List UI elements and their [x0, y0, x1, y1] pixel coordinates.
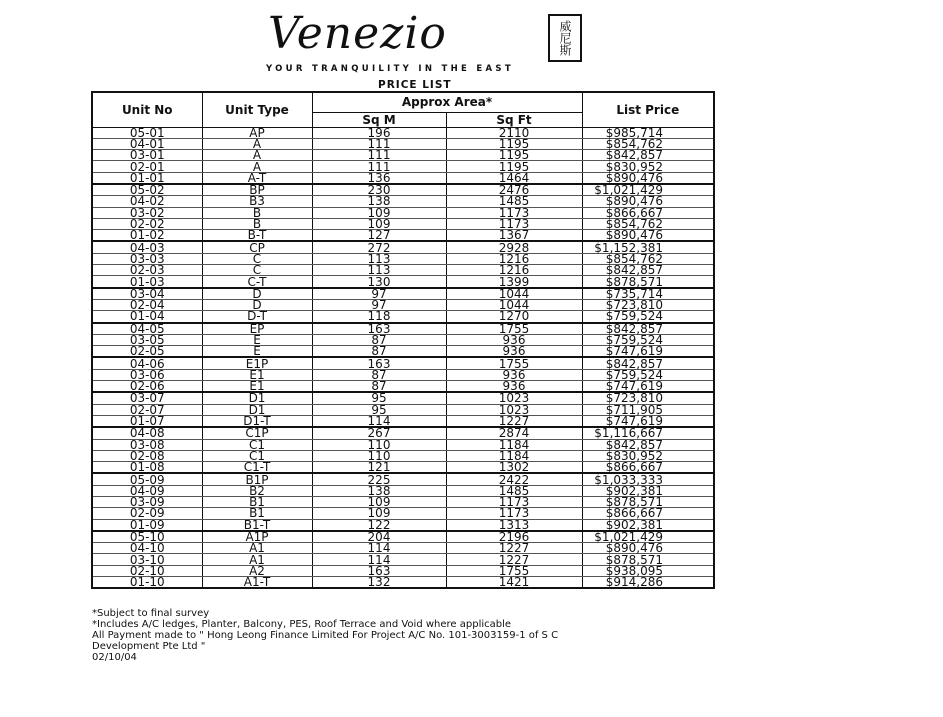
table-row	[92, 346, 714, 358]
cell-sqm: 114	[312, 543, 446, 554]
cell-list-price: $938,095	[582, 565, 714, 576]
cell-unit-type: C1	[202, 439, 312, 450]
cell-sqm: 130	[312, 276, 446, 288]
cell-sqm: 136	[312, 172, 446, 184]
cell-list-price: $1,116,667	[582, 427, 714, 439]
cell-sqft: 1755	[446, 323, 582, 335]
cell-sqft: 1367	[446, 230, 582, 242]
cell-unit-no: 01-01	[92, 172, 202, 184]
cell-list-price: $842,857	[582, 150, 714, 161]
cell-sqm: 97	[312, 288, 446, 300]
cell-unit-no: 03-08	[92, 439, 202, 450]
cell-sqft: 1023	[446, 392, 582, 404]
cell-unit-no: 04-10	[92, 543, 202, 554]
cell-unit-type: BP	[202, 184, 312, 196]
cell-sqft: 1421	[446, 577, 582, 589]
cell-unit-type: D	[202, 299, 312, 310]
cell-sqft: 1184	[446, 450, 582, 461]
cell-unit-no: 05-01	[92, 127, 202, 138]
cell-sqft: 2196	[446, 531, 582, 543]
header-unit-type: Unit Type	[202, 92, 312, 127]
cell-sqm: 163	[312, 565, 446, 576]
cell-sqm: 114	[312, 554, 446, 565]
cell-sqm: 111	[312, 150, 446, 161]
cell-list-price: $1,021,429	[582, 184, 714, 196]
cell-unit-no: 01-07	[92, 415, 202, 427]
cell-unit-type: A	[202, 138, 312, 149]
cell-sqft: 1173	[446, 207, 582, 218]
cell-sqm: 95	[312, 404, 446, 415]
cell-unit-no: 01-10	[92, 577, 202, 589]
cell-sqft: 1216	[446, 265, 582, 276]
cell-list-price: $723,810	[582, 392, 714, 404]
cell-sqm: 138	[312, 485, 446, 496]
cell-sqft: 1195	[446, 161, 582, 172]
cell-sqft: 1173	[446, 218, 582, 229]
cell-sqft: 2476	[446, 184, 582, 196]
cell-unit-no: 02-06	[92, 381, 202, 393]
table-row	[92, 230, 714, 242]
cell-unit-no: 04-02	[92, 196, 202, 207]
cell-unit-type: B1	[202, 508, 312, 519]
cell-sqm: 272	[312, 241, 446, 253]
cell-list-price: $854,762	[582, 138, 714, 149]
cell-unit-no: 03-09	[92, 497, 202, 508]
cell-unit-type: C1P	[202, 427, 312, 439]
cell-unit-type: D1-T	[202, 415, 312, 427]
cell-sqm: 132	[312, 577, 446, 589]
cell-sqm: 113	[312, 253, 446, 264]
cell-unit-type: A1	[202, 543, 312, 554]
cell-list-price: $914,286	[582, 577, 714, 589]
cell-list-price: $854,762	[582, 218, 714, 229]
cell-sqft: 1044	[446, 299, 582, 310]
cell-list-price: $866,667	[582, 508, 714, 519]
cell-unit-no: 04-08	[92, 427, 202, 439]
cell-list-price: $759,524	[582, 311, 714, 323]
cell-list-price: $711,905	[582, 404, 714, 415]
cell-list-price: $747,619	[582, 346, 714, 358]
cell-list-price: $830,952	[582, 161, 714, 172]
price-list-table	[91, 91, 715, 589]
cell-unit-type: B3	[202, 196, 312, 207]
cell-unit-no: 02-01	[92, 161, 202, 172]
cell-unit-no: 01-03	[92, 276, 202, 288]
cell-unit-type: B-T	[202, 230, 312, 242]
cell-list-price: $747,619	[582, 415, 714, 427]
cell-sqft: 1195	[446, 138, 582, 149]
cell-sqft: 1173	[446, 508, 582, 519]
cell-sqft: 1485	[446, 196, 582, 207]
cell-sqft: 936	[446, 381, 582, 393]
footnote-payment: All Payment made to " Hong Leong Finance Limited For Project A/C No. 101-3003159-1 of S C	[92, 630, 559, 641]
cell-unit-type: B2	[202, 485, 312, 496]
cell-unit-no: 05-10	[92, 531, 202, 543]
cell-list-price: $878,571	[582, 554, 714, 565]
cell-unit-no: 02-02	[92, 218, 202, 229]
cell-unit-type: C	[202, 253, 312, 264]
cell-list-price: $890,476	[582, 172, 714, 184]
cell-list-price: $842,857	[582, 439, 714, 450]
cell-sqm: 87	[312, 381, 446, 393]
cell-sqft: 1399	[446, 276, 582, 288]
cell-unit-type: CP	[202, 241, 312, 253]
cell-unit-no: 04-05	[92, 323, 202, 335]
cell-list-price: $1,152,381	[582, 241, 714, 253]
cell-list-price: $1,033,333	[582, 473, 714, 485]
cell-unit-type: B1-T	[202, 519, 312, 531]
cell-sqft: 2928	[446, 241, 582, 253]
cell-unit-type: A-T	[202, 172, 312, 184]
cell-sqm: 87	[312, 334, 446, 345]
cell-sqft: 1464	[446, 172, 582, 184]
cell-unit-type: D	[202, 288, 312, 300]
footnote-payment-cont: Development Pte Ltd "	[92, 641, 206, 652]
cell-sqm: 204	[312, 531, 446, 543]
cell-unit-type: B1	[202, 497, 312, 508]
cell-sqft: 1227	[446, 543, 582, 554]
cell-list-price: $866,667	[582, 207, 714, 218]
cell-unit-no: 03-10	[92, 554, 202, 565]
cell-list-price: $1,021,429	[582, 531, 714, 543]
cell-sqft: 1173	[446, 497, 582, 508]
cell-list-price: $759,524	[582, 369, 714, 380]
cell-sqft: 2422	[446, 473, 582, 485]
cell-sqft: 1227	[446, 415, 582, 427]
cell-list-price: $890,476	[582, 230, 714, 242]
cell-unit-type: B	[202, 207, 312, 218]
cell-unit-no: 01-04	[92, 311, 202, 323]
cell-sqm: 225	[312, 473, 446, 485]
cell-unit-type: A2	[202, 565, 312, 576]
cell-sqm: 109	[312, 497, 446, 508]
cell-unit-no: 02-05	[92, 346, 202, 358]
cell-unit-type: A1P	[202, 531, 312, 543]
cell-list-price: $866,667	[582, 462, 714, 474]
table-row	[92, 462, 714, 474]
cell-sqm: 118	[312, 311, 446, 323]
cell-unit-type: A	[202, 161, 312, 172]
cell-unit-type: E	[202, 334, 312, 345]
cell-sqm: 110	[312, 439, 446, 450]
cell-sqm: 267	[312, 427, 446, 439]
cell-unit-type: A	[202, 150, 312, 161]
header-approx-area: Approx Area*	[312, 92, 582, 112]
cell-unit-no: 02-10	[92, 565, 202, 576]
cell-unit-no: 02-09	[92, 508, 202, 519]
footnotes	[92, 608, 558, 663]
cell-sqm: 109	[312, 508, 446, 519]
price-table-body	[92, 127, 714, 588]
cell-list-price: $747,619	[582, 381, 714, 393]
cell-unit-no: 04-09	[92, 485, 202, 496]
header-sqm: Sq M	[312, 112, 446, 127]
cell-sqm: 121	[312, 462, 446, 474]
cell-unit-no: 03-01	[92, 150, 202, 161]
cell-sqft: 1184	[446, 439, 582, 450]
cell-sqm: 110	[312, 450, 446, 461]
footnote-survey: *Subject to final survey	[92, 608, 210, 619]
cell-sqft: 1755	[446, 565, 582, 576]
cell-unit-type: B	[202, 218, 312, 229]
cell-unit-no: 02-03	[92, 265, 202, 276]
cell-sqft: 1270	[446, 311, 582, 323]
cell-sqft: 1302	[446, 462, 582, 474]
cell-unit-type: E1P	[202, 357, 312, 369]
cell-sqm: 111	[312, 138, 446, 149]
cell-list-price: $902,381	[582, 519, 714, 531]
cell-unit-type: D1	[202, 404, 312, 415]
cell-unit-type: E1	[202, 381, 312, 393]
cell-list-price: $842,857	[582, 265, 714, 276]
table-row	[92, 311, 714, 323]
cell-sqft: 1485	[446, 485, 582, 496]
cell-list-price: $842,857	[582, 323, 714, 335]
footnote-includes: *Includes A/C ledges, Planter, Balcony, PES, Roof Terrace and Void where applicable	[92, 619, 512, 630]
cell-sqft: 936	[446, 334, 582, 345]
cell-sqm: 95	[312, 392, 446, 404]
cell-sqft: 2110	[446, 127, 582, 138]
cell-list-price: $890,476	[582, 196, 714, 207]
cell-sqft: 936	[446, 346, 582, 358]
cell-list-price: $878,571	[582, 276, 714, 288]
cell-unit-type: E	[202, 346, 312, 358]
cell-list-price: $890,476	[582, 543, 714, 554]
cell-unit-no: 03-05	[92, 334, 202, 345]
cell-sqm: 87	[312, 346, 446, 358]
cell-sqm: 138	[312, 196, 446, 207]
cell-list-price: $902,381	[582, 485, 714, 496]
cell-unit-type: D1	[202, 392, 312, 404]
cell-sqm: 163	[312, 357, 446, 369]
cell-list-price: $759,524	[582, 334, 714, 345]
cell-sqm: 163	[312, 323, 446, 335]
cell-unit-no: 01-08	[92, 462, 202, 474]
cell-unit-type: EP	[202, 323, 312, 335]
cell-unit-no: 01-02	[92, 230, 202, 242]
cell-list-price: $735,714	[582, 288, 714, 300]
cell-unit-no: 03-04	[92, 288, 202, 300]
cell-sqft: 1227	[446, 554, 582, 565]
cell-sqm: 114	[312, 415, 446, 427]
cell-sqm: 97	[312, 299, 446, 310]
cell-unit-no: 04-01	[92, 138, 202, 149]
cell-unit-no: 03-07	[92, 392, 202, 404]
table-row	[92, 276, 714, 288]
cell-unit-no: 03-02	[92, 207, 202, 218]
cell-sqft: 1313	[446, 519, 582, 531]
cell-sqm: 113	[312, 265, 446, 276]
cell-unit-no: 04-03	[92, 241, 202, 253]
cell-sqft: 1216	[446, 253, 582, 264]
cell-sqm: 127	[312, 230, 446, 242]
cell-sqm: 111	[312, 161, 446, 172]
header-list-price: List Price	[582, 92, 714, 127]
cell-unit-no: 05-09	[92, 473, 202, 485]
cell-sqm: 196	[312, 127, 446, 138]
cell-sqft: 936	[446, 369, 582, 380]
cell-unit-no: 02-07	[92, 404, 202, 415]
cell-sqm: 109	[312, 218, 446, 229]
brand-tagline: YOUR TRANQUILITY IN THE EAST	[266, 64, 514, 74]
cell-unit-no: 03-06	[92, 369, 202, 380]
cell-unit-type: B1P	[202, 473, 312, 485]
cell-unit-no: 03-03	[92, 253, 202, 264]
cell-list-price: $842,857	[582, 357, 714, 369]
cell-sqft: 1755	[446, 357, 582, 369]
cell-unit-no: 02-04	[92, 299, 202, 310]
cell-sqm: 230	[312, 184, 446, 196]
cell-list-price: $878,571	[582, 497, 714, 508]
cell-sqft: 1044	[446, 288, 582, 300]
cell-unit-type: AP	[202, 127, 312, 138]
chinese-seal: 威尼斯	[548, 14, 582, 62]
cell-list-price: $854,762	[582, 253, 714, 264]
footnote-date: 02/10/04	[92, 652, 137, 663]
cell-sqft: 1195	[446, 150, 582, 161]
cell-unit-type: D-T	[202, 311, 312, 323]
table-row	[92, 577, 714, 589]
cell-unit-type: C-T	[202, 276, 312, 288]
cell-sqm: 122	[312, 519, 446, 531]
cell-list-price: $723,810	[582, 299, 714, 310]
cell-list-price: $985,714	[582, 127, 714, 138]
header-sqft: Sq Ft	[446, 112, 582, 127]
cell-sqm: 109	[312, 207, 446, 218]
cell-unit-no: 04-06	[92, 357, 202, 369]
cell-unit-type: C1	[202, 450, 312, 461]
cell-unit-no: 05-02	[92, 184, 202, 196]
cell-unit-type: C	[202, 265, 312, 276]
cell-unit-type: A1-T	[202, 577, 312, 589]
document-title: PRICE LIST	[378, 79, 452, 91]
cell-unit-type: A1	[202, 554, 312, 565]
cell-sqft: 1023	[446, 404, 582, 415]
header-unit-no: Unit No	[92, 92, 202, 127]
cell-list-price: $830,952	[582, 450, 714, 461]
brand-name: Venezio	[268, 8, 447, 59]
cell-sqm: 87	[312, 369, 446, 380]
cell-unit-no: 01-09	[92, 519, 202, 531]
cell-unit-type: C1-T	[202, 462, 312, 474]
cell-unit-no: 02-08	[92, 450, 202, 461]
cell-unit-type: E1	[202, 369, 312, 380]
cell-sqft: 2874	[446, 427, 582, 439]
